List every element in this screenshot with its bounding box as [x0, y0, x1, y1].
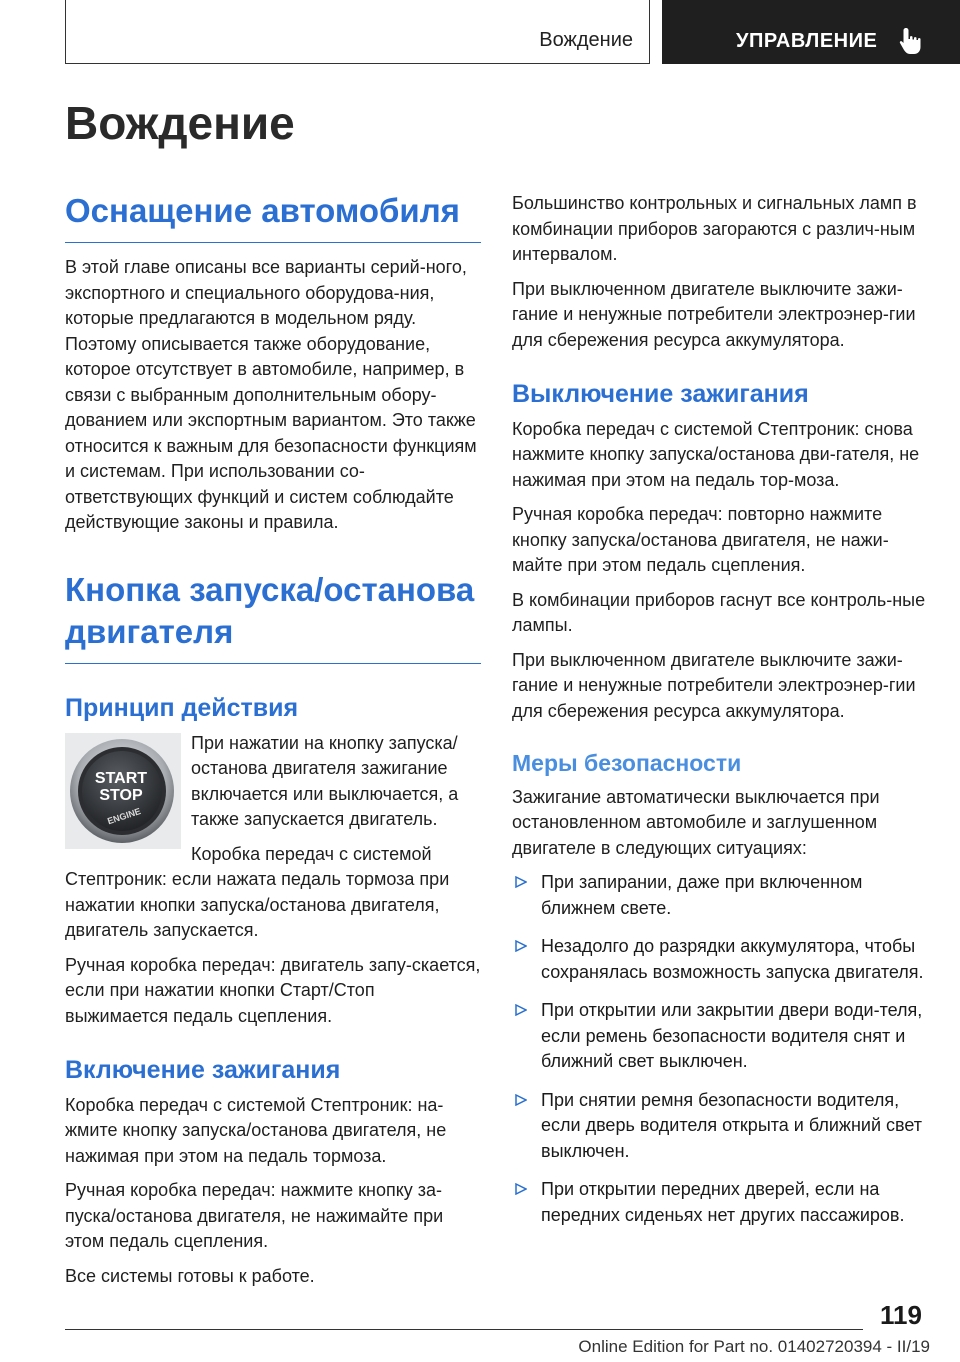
hand-pointer-icon [898, 26, 924, 56]
button-text-start: START [94, 769, 148, 787]
page-number: 119 [880, 1300, 922, 1330]
page-title: Вождение [65, 97, 295, 149]
list-item-text: При открытии или закрытии двери води-теля, если ремень безопасности водителя снят и ближний свет выключен. [541, 1000, 923, 1072]
paragraph-principle-3: Ручная коробка передач: двигатель запу-скается, если при нажатии кнопки Старт/Стоп выжимается педаль сцепления. [65, 954, 481, 1026]
list-item [512, 870, 928, 921]
list-item-text: Незадолго до разрядки аккумулятора, чтобы сохранялась возможность запуска двигателя. [541, 936, 924, 982]
button-text-engine: ENGINE [106, 805, 143, 826]
triangle-bullet-icon [515, 1183, 527, 1195]
start-stop-button-icon [65, 733, 181, 849]
paragraph-ignition-off-4: При выключенном двигателе выключите зажи-гание и ненужные потребители электроэнер-гии для сбережения ресурса аккумулятора. [512, 649, 916, 721]
paragraph-principle-1: При нажатии на кнопку запуска/ останова двигателя зажигание включается или выключается, а также запускается двигатель. [191, 732, 459, 830]
list-item [512, 934, 928, 985]
header-section-title: Вождение [539, 29, 633, 51]
button-text-stop: STOP [99, 786, 143, 804]
heading-ignition-on: Включение зажигания [65, 1056, 341, 1085]
list-item [512, 1088, 928, 1165]
header-chapter-tab [662, 0, 960, 64]
safety-bullet-list [512, 870, 928, 1228]
footer-edition: Online Edition for Part no. 01402720394 - II/19 [578, 1337, 930, 1356]
heading-principle: Принцип действия [65, 694, 299, 723]
left-column [65, 190, 481, 1298]
list-item [512, 998, 928, 1075]
paragraph-equipment: В этой главе описаны все варианты серий-ного, экспортного и специального оборудова-ния, которые предлагаются в модельном ряду. Поэтому описывается также оборудование, которое отсутствует в автомобиле, например, в связи с выбранным дополнительным обору-дованием или экспортным вариантом. Это также относится к важным для безопасности функциям и системам. При использовании со-ответствующих функций и систем соблюдайте действующие законы и правила. [65, 257, 477, 533]
paragraph-ignition-on-3: Все системы готовы к работе. [65, 1265, 315, 1286]
footer-divider [65, 1329, 863, 1330]
start-stop-button-image [65, 733, 181, 849]
paragraph-safety: Зажигание автоматически выключается при остановленном автомобиле и заглушенном двигателе в следующих ситуациях: [512, 786, 880, 858]
list-item-text: При запирании, даже при включенном ближнем свете. [541, 872, 863, 918]
paragraph-lamps: Большинство контрольных и сигнальных ламп в комбинации приборов загораются с различ-ным интервалом. [512, 193, 917, 264]
paragraph-ignition-on-1: Коробка передач с системой Стептроник: на-жмите кнопку запуска/останова двигателя, не нажимая при этом на педаль тормоза. [65, 1094, 447, 1166]
heading-ignition-off: Выключение зажигания [512, 380, 809, 408]
triangle-bullet-icon [515, 1004, 527, 1016]
triangle-bullet-icon [515, 1094, 527, 1106]
paragraph-ignition-off-3: В комбинации приборов гаснут все контроль-ные лампы. [512, 589, 926, 635]
list-item [512, 1177, 928, 1228]
triangle-bullet-icon [515, 940, 527, 952]
paragraph-ignition-off-2: Ручная коробка передач: повторно нажмите кнопку запуска/останова двигателя, не нажи-майте при этом педаль сцепления. [512, 504, 889, 575]
heading-safety-measures: Меры безопасности [512, 750, 742, 776]
header-chapter-title: УПРАВЛЕНИЕ [736, 30, 878, 52]
header-section-box [65, 0, 650, 64]
heading-start-stop-button: Кнопка запуска/останова двигателя [65, 569, 481, 664]
triangle-bullet-icon [515, 876, 527, 888]
paragraph-principle-2: Коробка передач с системой Стептроник: если нажата педаль тормоза при нажатии кнопки запуска/останова двигателя, двигатель запускается. [65, 843, 450, 941]
paragraph-ignition-on-2: Ручная коробка передач: нажмите кнопку за-пуска/останова двигателя, не нажимайте при этом педаль сцепления. [65, 1180, 444, 1252]
right-column [512, 191, 928, 1241]
list-item-text: При снятии ремня безопасности водителя, если дверь водителя открыта и ближний свет выключен. [541, 1089, 923, 1161]
paragraph-ignition-off-1: Коробка передач с системой Стептроник: снова нажмите кнопку запуска/останова дви-гателя, не нажимая при этом на педаль тор-моза. [512, 418, 920, 490]
paragraph-consumers: При выключенном двигателе выключите зажи-гание и ненужные потребители электроэнер-гии для сбережения ресурса аккумулятора. [512, 278, 916, 350]
heading-vehicle-equipment: Оснащение автомобиля [65, 190, 481, 243]
list-item-text: При открытии передних дверей, если на передних сиденьях нет других пассажиров. [541, 1179, 905, 1225]
